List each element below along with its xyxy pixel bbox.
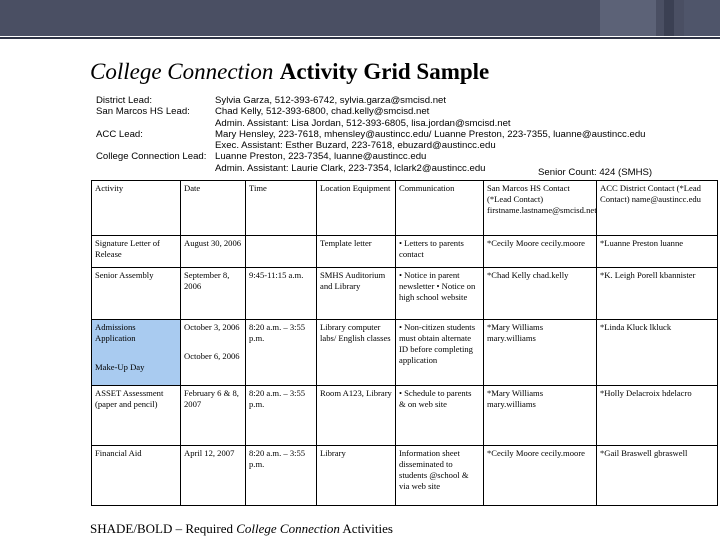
cell-date: September 8, 2006 xyxy=(181,268,246,320)
header-block xyxy=(684,0,720,36)
header-rule xyxy=(0,37,720,39)
contact-value: Luanne Preston, 223-7354, luanne@austincc.edu xyxy=(215,151,427,163)
cell-activity: Signature Letter of Release xyxy=(92,236,181,268)
cell-acc-contact: *Linda Kluck lkluck xyxy=(597,320,718,386)
page-title xyxy=(90,58,489,85)
contact-value: Admin. Assistant: Lisa Jordan, 512-393-6805, lisa.jordan@smcisd.net xyxy=(215,117,511,129)
date-sub: October 6, 2006 xyxy=(184,351,240,361)
title-rest: Activity Grid Sample xyxy=(279,59,490,84)
cell-communication: Information sheet disseminated to students @school & via web site xyxy=(396,446,484,506)
cell-time: 8:20 a.m. – 3:55 p.m. xyxy=(246,446,317,506)
table-row xyxy=(92,268,718,320)
cell-activity-highlighted xyxy=(92,320,181,386)
cell-time: 8:20 a.m. – 3:55 p.m. xyxy=(246,386,317,446)
cell-activity: ASSET Assessment (paper and pencil) xyxy=(92,386,181,446)
cell-smhs-contact: *Cecily Moore cecily.moore xyxy=(484,446,597,506)
cell-smhs-contact: *Mary Williams mary.williams xyxy=(484,386,597,446)
header-acc-contact: ACC District Contact (*Lead Contact) name@austincc.edu xyxy=(597,181,718,236)
header-block xyxy=(664,0,674,36)
cell-time: 9:45-11:15 a.m. xyxy=(246,268,317,320)
contact-label: College Connection Lead: xyxy=(96,151,207,163)
contact-value: Mary Hensley, 223-7618, mhensley@austincc.edu/ Luanne Preston, 223-7355, luanne@austincc.edu xyxy=(215,128,646,140)
header-activity: Activity xyxy=(92,181,181,236)
cell-communication: • Notice in parent newsletter • Notice on high school website xyxy=(396,268,484,320)
date-main: October 3, 2006 xyxy=(184,322,240,332)
table-row xyxy=(92,386,718,446)
contact-value: Admin. Assistant: Laurie Clark, 223-7354, lclark2@austincc.edu xyxy=(215,162,486,174)
cell-time: 8:20 a.m. – 3:55 p.m. xyxy=(246,320,317,386)
cell-smhs-contact: *Mary Williams mary.williams xyxy=(484,320,597,386)
header-time: Time xyxy=(246,181,317,236)
cell-location: Template letter xyxy=(317,236,396,268)
table-row xyxy=(92,236,718,268)
table-header-row xyxy=(92,181,718,236)
footer-post: Activities xyxy=(339,521,393,536)
footer-pre: SHADE/BOLD – Required xyxy=(90,521,237,536)
header-block xyxy=(600,0,656,36)
contact-value: Exec. Assistant: Esther Buzard, 223-7618, ebuzard@austincc.edu xyxy=(215,140,496,152)
cell-acc-contact: *Gail Braswell gbraswell xyxy=(597,446,718,506)
cell-location: Library xyxy=(317,446,396,506)
title-bar-decoration xyxy=(0,0,720,44)
cell-communication: • Schedule to parents & on web site xyxy=(396,386,484,446)
cell-activity: Financial Aid xyxy=(92,446,181,506)
contact-label: ACC Lead: xyxy=(96,128,143,140)
cell-date: February 6 & 8, 2007 xyxy=(181,386,246,446)
table-row xyxy=(92,320,718,386)
contact-value: Sylvia Garza, 512-393-6742, sylvia.garza@smcisd.net xyxy=(215,95,447,106)
cell-location: Library computer labs/ English classes xyxy=(317,320,396,386)
header-smhs-contact: San Marcos HS Contact (*Lead Contact) firstname.lastname@smcisd.net xyxy=(484,181,597,236)
cell-smhs-contact: *Cecily Moore cecily.moore xyxy=(484,236,597,268)
activity-main: Admissions Application xyxy=(95,322,136,343)
header-date: Date xyxy=(181,181,246,236)
cell-date xyxy=(181,320,246,386)
cell-smhs-contact: *Chad Kelly chad.kelly xyxy=(484,268,597,320)
cell-time xyxy=(246,236,317,268)
footer-note xyxy=(90,521,393,537)
cell-communication: • Non-citizen students must obtain alternate ID before completing application xyxy=(396,320,484,386)
activity-grid xyxy=(91,180,718,506)
cell-communication: • Letters to parents contact xyxy=(396,236,484,268)
cell-location: Room A123, Library xyxy=(317,386,396,446)
title-italic: College Connection xyxy=(90,59,274,84)
contact-value: Chad Kelly, 512-393-6800, chad.kelly@smcisd.net xyxy=(215,106,430,118)
activity-sub: Make-Up Day xyxy=(95,362,145,372)
cell-acc-contact: *K. Leigh Porell kbannister xyxy=(597,268,718,320)
cell-location: SMHS Auditorium and Library xyxy=(317,268,396,320)
header-location: Location Equipment xyxy=(317,181,396,236)
cell-acc-contact: *Luanne Preston luanne xyxy=(597,236,718,268)
cell-activity: Senior Assembly xyxy=(92,268,181,320)
senior-count: Senior Count: 424 (SMHS) xyxy=(538,167,653,178)
contact-label: San Marcos HS Lead: xyxy=(96,106,190,118)
cell-date: August 30, 2006 xyxy=(181,236,246,268)
header-communication: Communication xyxy=(396,181,484,236)
footer-italic: College Connection xyxy=(236,521,340,536)
cell-acc-contact: *Holly Delacroix hdelacro xyxy=(597,386,718,446)
table-row xyxy=(92,446,718,506)
cell-date: April 12, 2007 xyxy=(181,446,246,506)
contact-label: District Lead: xyxy=(96,95,152,106)
